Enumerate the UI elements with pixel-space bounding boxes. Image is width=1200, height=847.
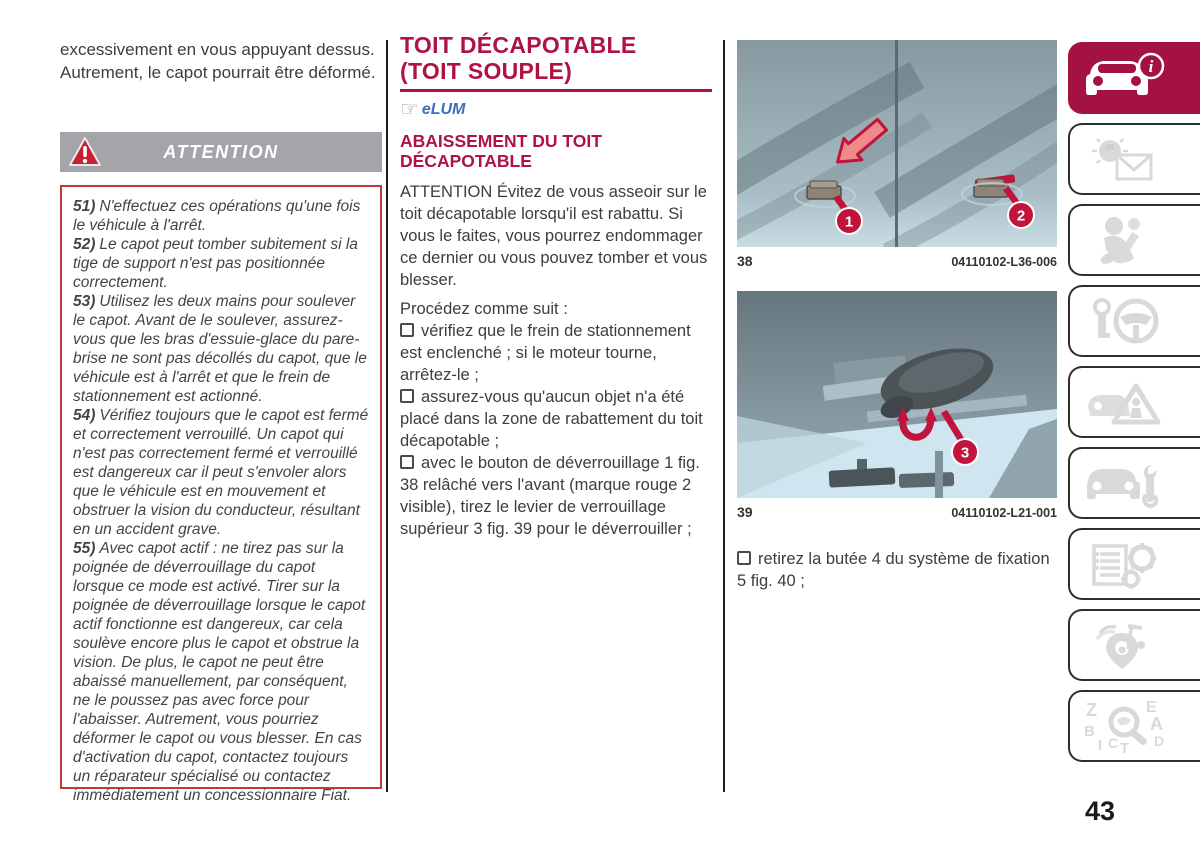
square-bullet-icon bbox=[400, 455, 414, 469]
tab-starting-and-driving[interactable] bbox=[1068, 285, 1200, 357]
svg-text:Z: Z bbox=[1086, 700, 1097, 720]
callout-1: 1 bbox=[844, 213, 854, 231]
tab-multimedia[interactable] bbox=[1068, 609, 1200, 681]
svg-text:T: T bbox=[1120, 740, 1130, 754]
car-info-icon bbox=[1084, 52, 1170, 104]
warning-item: 53) Utilisez les deux mains pour soulever le capot. Avant de le soulever, assurez-vous que les bras d'essuie-glace du pare-brise ne sont pas décollés du capot, que le véhicule est à l'arrêt et que le frein de stationnement est actionné. bbox=[73, 293, 367, 405]
figure-39-image bbox=[737, 291, 1057, 498]
figure-code: 04110102-L21-001 bbox=[951, 506, 1057, 520]
warning-triangle-icon bbox=[68, 136, 102, 173]
car-wrench-icon bbox=[1084, 457, 1170, 509]
tab-in-an-emergency[interactable] bbox=[1068, 366, 1200, 438]
warning-item: 55) Avec capot actif : ne tirez pas sur la poignée de déverrouillage du capot lorsque ce mode est activé. Tirer sur la poignée de déverrouillage lorsque le capot actif fonctionne est dangereux, car cela soulève encore plus le capot et obstrue la vision. De plus, le capot ne peut être abaissé manuellement, par conséquent, ne le poussez pas avec force pour l'abaisser. Autrement, vous pourriez déformer le capot ou vous blesser. En cas d'activation du capot, contactez toujours un réparateur spécialisé ou contactez immédiatement un concessionnaire Fiat. bbox=[73, 540, 366, 804]
attention-label: ATTENTION bbox=[163, 141, 279, 162]
multimedia-navigation-icon bbox=[1084, 619, 1170, 671]
warning-item: 51) N'effectuez ces opérations qu'une fois le véhicule à l'arrêt. bbox=[73, 198, 361, 234]
figure-number: 39 bbox=[737, 504, 753, 520]
warning-item: 54) Vérifiez toujours que le capot est fermé et correctement verrouillé. Un capot qui n'est pas correctement fermé et verrouillé est dangereux car il peut s'envoler alors que le véhicule est en mouvement et obstruer la vision du conducteur, résultant en un accident grave. bbox=[73, 407, 369, 538]
column-divider bbox=[386, 40, 388, 792]
pointing-hand-icon: ☞ bbox=[400, 98, 419, 121]
figure-column bbox=[737, 40, 1057, 592]
tab-servicing-and-care[interactable] bbox=[1068, 447, 1200, 519]
specifications-gears-icon bbox=[1084, 538, 1170, 590]
tab-alphabetical-index[interactable] bbox=[1068, 690, 1200, 762]
subsection-title: ABAISSEMENT DU TOIT DÉCAPOTABLE bbox=[400, 131, 602, 171]
callout-2: 2 bbox=[1016, 207, 1026, 225]
svg-text:i: i bbox=[1148, 57, 1154, 76]
elum-logo bbox=[400, 99, 712, 121]
figure-39-caption bbox=[737, 504, 1057, 520]
tab-technical-specifications[interactable] bbox=[1068, 528, 1200, 600]
elum-label: eLUM bbox=[421, 101, 466, 118]
tab-safety[interactable] bbox=[1068, 204, 1200, 276]
procedure-step: avec le bouton de déverrouillage 1 fig. 38 relâché vers l'avant (marque rouge 2 visible), tirez le levier de verrouillage supérieur 3 fig. 39 pour le déverrouiller ; bbox=[400, 454, 700, 538]
callout-3: 3 bbox=[960, 444, 970, 462]
attention-header-bar bbox=[60, 132, 382, 172]
warning-lights-mail-icon bbox=[1084, 133, 1170, 185]
left-column bbox=[60, 38, 382, 804]
chapter-tab-sidebar bbox=[1068, 42, 1200, 771]
intro-paragraph: excessivement en vous appuyant dessus. Autrement, le capot pourrait être déformé. bbox=[60, 40, 376, 82]
procedure-intro: Procédez comme suit : bbox=[400, 300, 568, 318]
svg-text:B: B bbox=[1084, 723, 1095, 740]
alphabetical-index-search-icon bbox=[1084, 698, 1176, 754]
section-title: TOIT DÉCAPOTABLE (TOIT SOUPLE) bbox=[400, 32, 712, 92]
seatbelt-safety-icon bbox=[1084, 214, 1170, 266]
middle-column bbox=[400, 32, 712, 540]
procedure-step: vérifiez que le frein de stationnement est enclenché ; si le moteur tourne, arrêtez-le ; bbox=[400, 322, 691, 384]
attention-paragraph: ATTENTION Évitez de vous asseoir sur le toit décapotable lorsqu'il est rabattu. Si vous le faites, vous pourrez endommager ce dernier ou vous pouvez tomber et vous blesser. bbox=[400, 183, 708, 289]
warning-item: 52) Le capot peut tomber subitement si la tige de support n'est pas positionnée correctement. bbox=[73, 236, 358, 291]
warning-box bbox=[60, 185, 382, 804]
tab-vehicle-info[interactable] bbox=[1068, 42, 1200, 114]
svg-text:C: C bbox=[1108, 735, 1119, 751]
square-bullet-icon bbox=[737, 551, 751, 565]
procedure-step: retirez la butée 4 du système de fixation 5 fig. 40 ; bbox=[737, 550, 1050, 590]
square-bullet-icon bbox=[400, 389, 414, 403]
column-divider bbox=[723, 40, 725, 792]
figure-38-caption bbox=[737, 253, 1057, 269]
figure-number: 38 bbox=[737, 253, 753, 269]
svg-text:I: I bbox=[1098, 737, 1103, 754]
emergency-triangle-icon bbox=[1084, 376, 1170, 428]
figure-38-image bbox=[737, 40, 1057, 247]
svg-text:D: D bbox=[1154, 733, 1165, 749]
key-steering-wheel-icon bbox=[1084, 295, 1170, 347]
figure-code: 04110102-L36-006 bbox=[951, 255, 1057, 269]
page-number: 43 bbox=[1085, 796, 1116, 826]
procedure-step: assurez-vous qu'aucun objet n'a été placé dans la zone de rabattement du toit décapotable ; bbox=[400, 388, 703, 450]
svg-text:A: A bbox=[1150, 714, 1163, 734]
tab-dashboard-warning-lights[interactable] bbox=[1068, 123, 1200, 195]
square-bullet-icon bbox=[400, 323, 414, 337]
svg-text:E: E bbox=[1146, 699, 1157, 716]
